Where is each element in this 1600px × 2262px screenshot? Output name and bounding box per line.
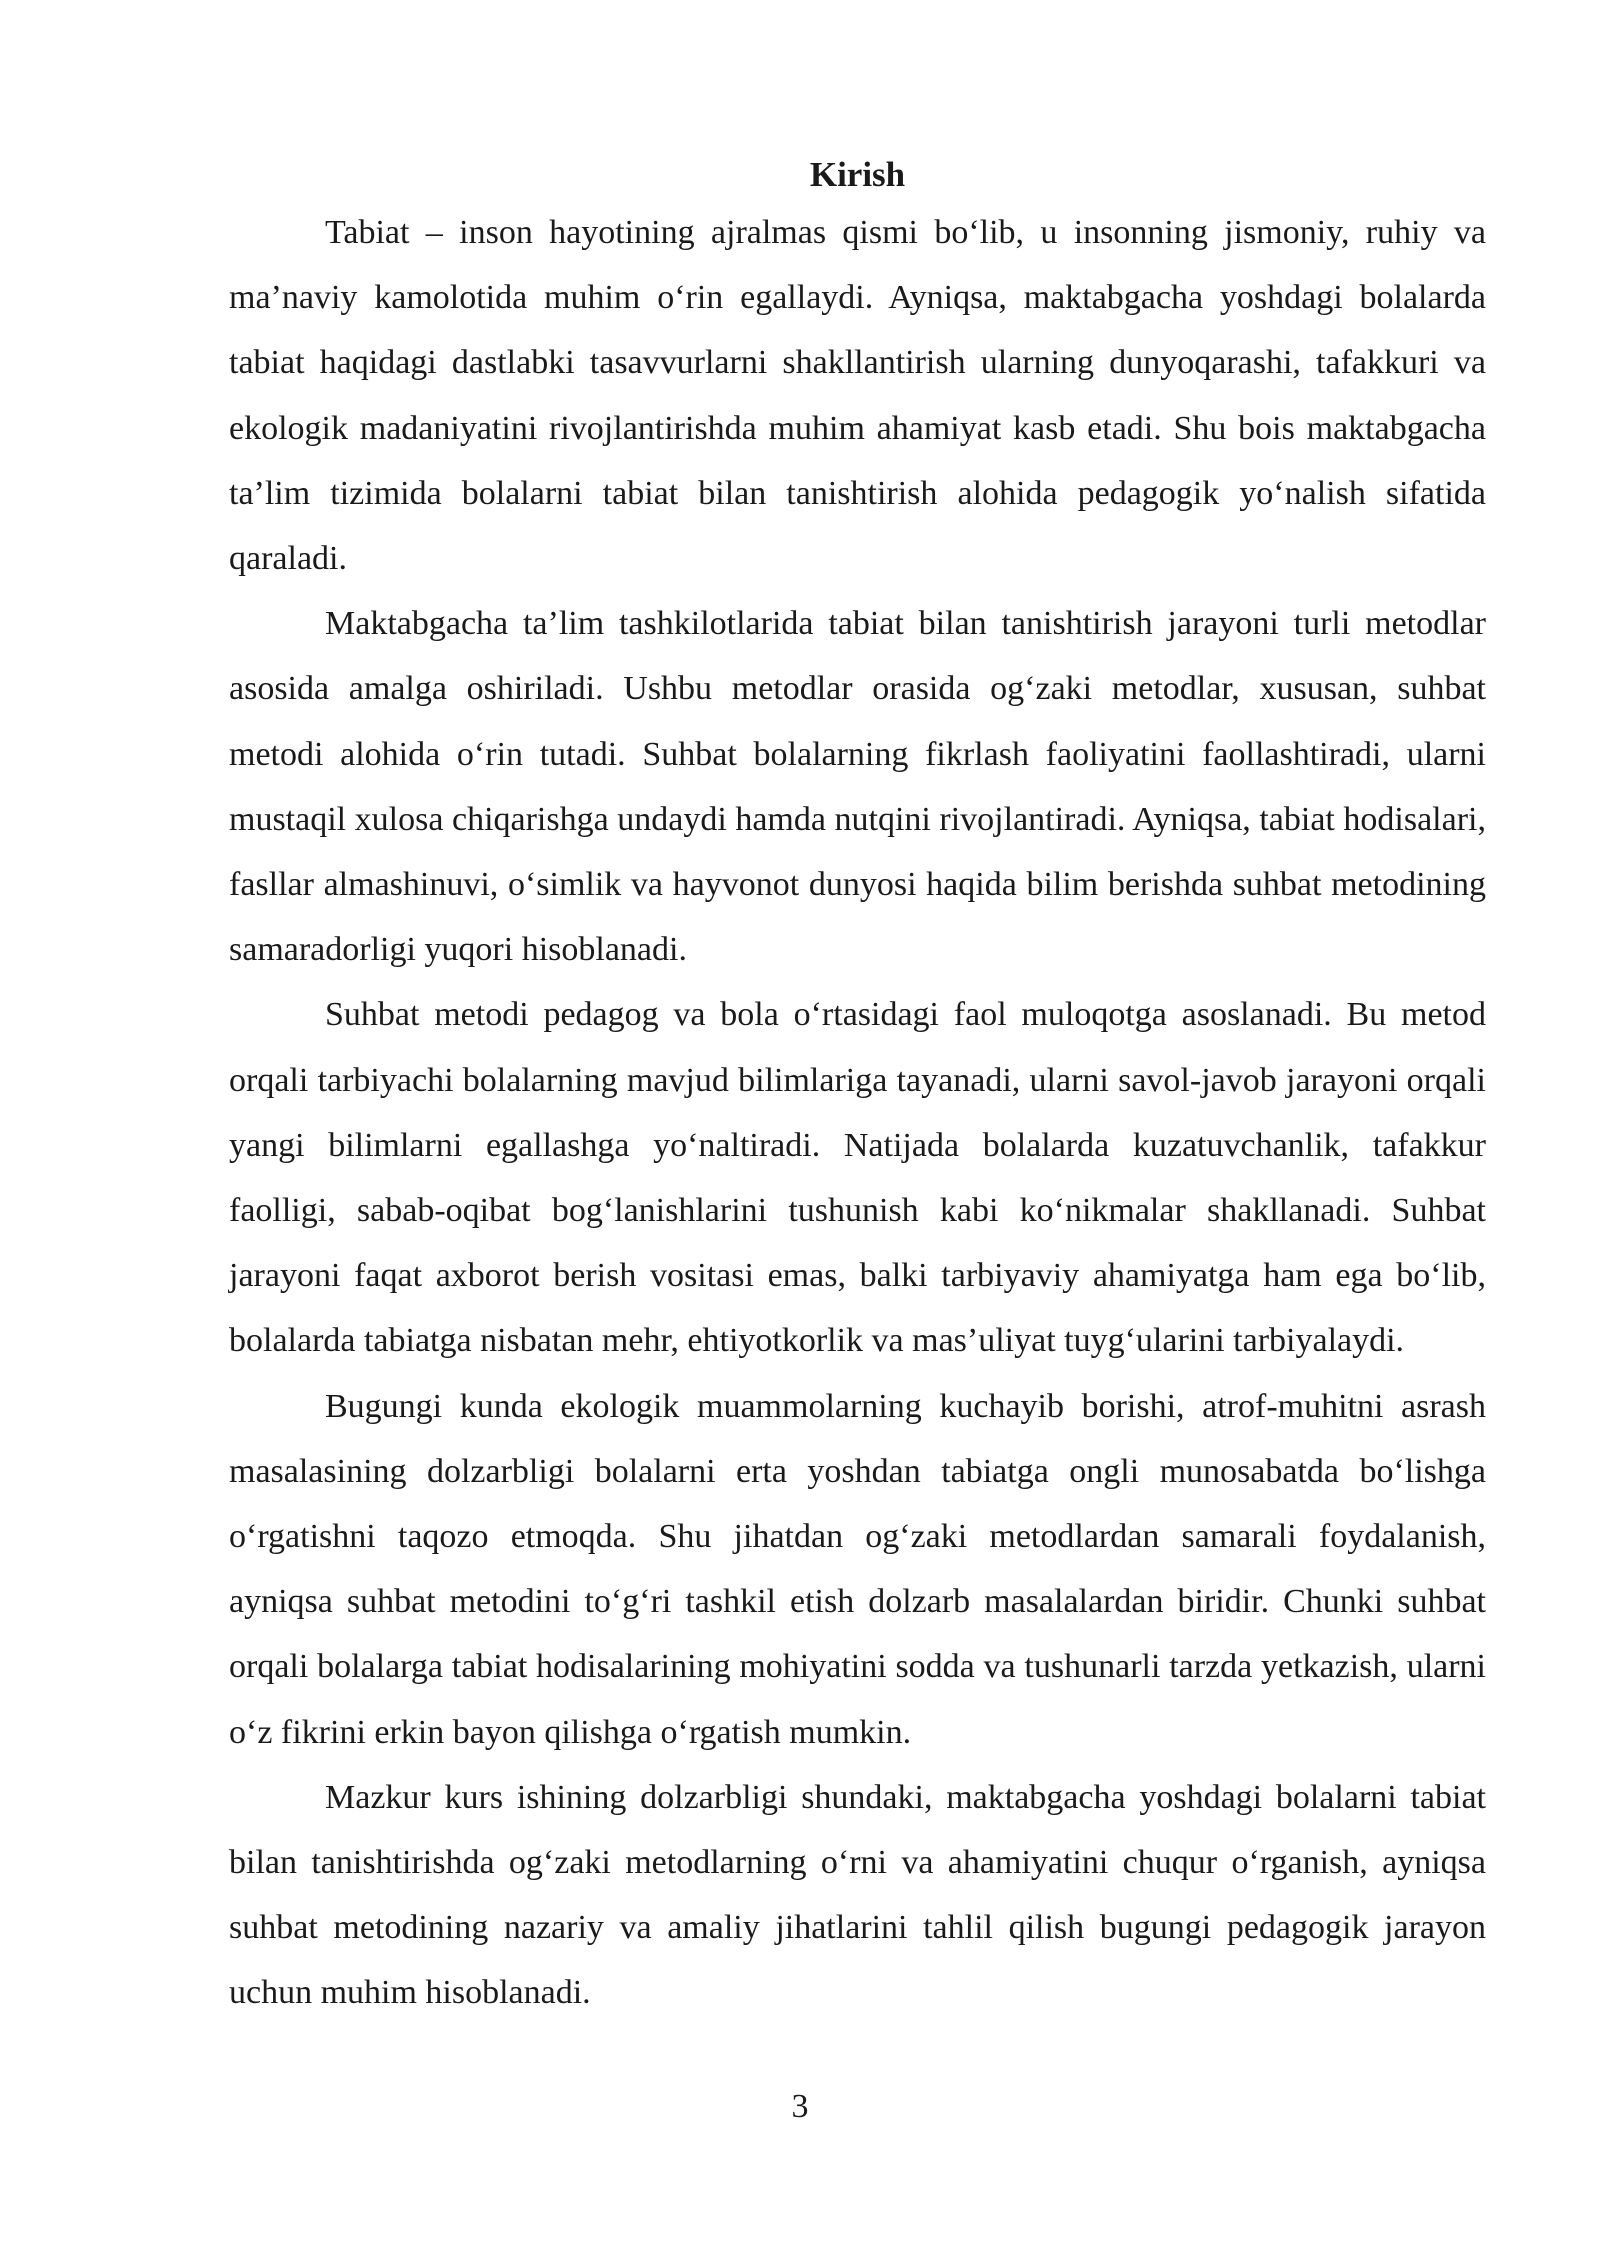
- paragraph-5: Mazkur kurs ishining dolzarbligi shundaki, maktabgacha yoshdagi bolalarni tabiat bilan tanishtirishda og‘zaki metodlarning o‘rni va ahamiyatini chuqur o‘rganish, ayniqsa suhbat metodining nazariy va amaliy jihatlarini tahlil qilish bugungi pedagogik jarayon uchun muhim hisoblanadi.: [229, 1778, 1486, 2012]
- page-number: 3: [791, 2088, 809, 2125]
- page-content: [229, 150, 1486, 2026]
- paragraph-4: Bugungi kunda ekologik muammolarning kuchayib borishi, atrof-muhitni asrash masalasining dolzarbligi bolalarni erta yoshdan tabiatga ongli munosabatda bo‘lishga o‘rgatishni taqozo etmoqda. Shu jihatdan og‘zaki metodlardan samarali foydalanish, ayniqsa suhbat metodini to‘g‘ri tashkil etish dolzarb masalalardan biridir. Chunki suhbat orqali bolalarga tabiat hodisalarining mohiyatini sodda va tushunarli tarzda yetkazish, ularni o‘z fikrini erkin bayon qilishga o‘rgatish mumkin.: [229, 1387, 1486, 1751]
- section-title: Kirish: [809, 155, 906, 194]
- paragraph-2: Maktabgacha ta’lim tashkilotlarida tabiat bilan tanishtirish jarayoni turli metodlar asosida amalga oshiriladi. Ushbu metodlar orasida og‘zaki metodlar, xususan, suhbat metodi alohida o‘rin tutadi. Suhbat bolalarning fikrlash faoliyatini faollashtiradi, ularni mustaqil xulosa chiqarishga undaydi hamda nutqini rivojlantiradi. Ayniqsa, tabiat hodisalari, fasllar almashinuvi, o‘simlik va hayvonot dunyosi haqida bilim berishda suhbat metodining samaradorligi yuqori hisoblanadi.: [229, 605, 1486, 969]
- paragraph-1: Tabiat – inson hayotining ajralmas qismi bo‘lib, u insonning jismoniy, ruhiy va ma’naviy kamolotida muhim o‘rin egallaydi. Ayniqsa, maktabgacha yoshdagi bolalarda tabiat haqidagi dastlabki tasavvurlarni shakllantirish ularning dunyoqarashi, tafakkuri va ekologik madaniyatini rivojlantirishda muhim ahamiyat kasb etadi. Shu bois maktabgacha ta’lim tizimida bolalarni tabiat bilan tanishtirish alohida pedagogik yo‘nalish sifatida qaraladi.: [229, 214, 1486, 578]
- paragraph-3: Suhbat metodi pedagog va bola o‘rtasidagi faol muloqotga asoslanadi. Bu metod orqali tarbiyachi bolalarning mavjud bilimlariga tayanadi, ularni savol-javob jarayoni orqali yangi bilimlarni egallashga yo‘naltiradi. Natijada bolalarda kuzatuvchanlik, tafakkur faolligi, sabab-oqibat bog‘lanishlarini tushunish kabi ko‘nikmalar shakllanadi. Suhbat jarayoni faqat axborot berish vositasi emas, balki tarbiyaviy ahamiyatga ham ega bo‘lib, bolalarda tabiatga nisbatan mehr, ehtiyotkorlik va mas’uliyat tuyg‘ularini tarbiyalaydi.: [229, 996, 1486, 1360]
